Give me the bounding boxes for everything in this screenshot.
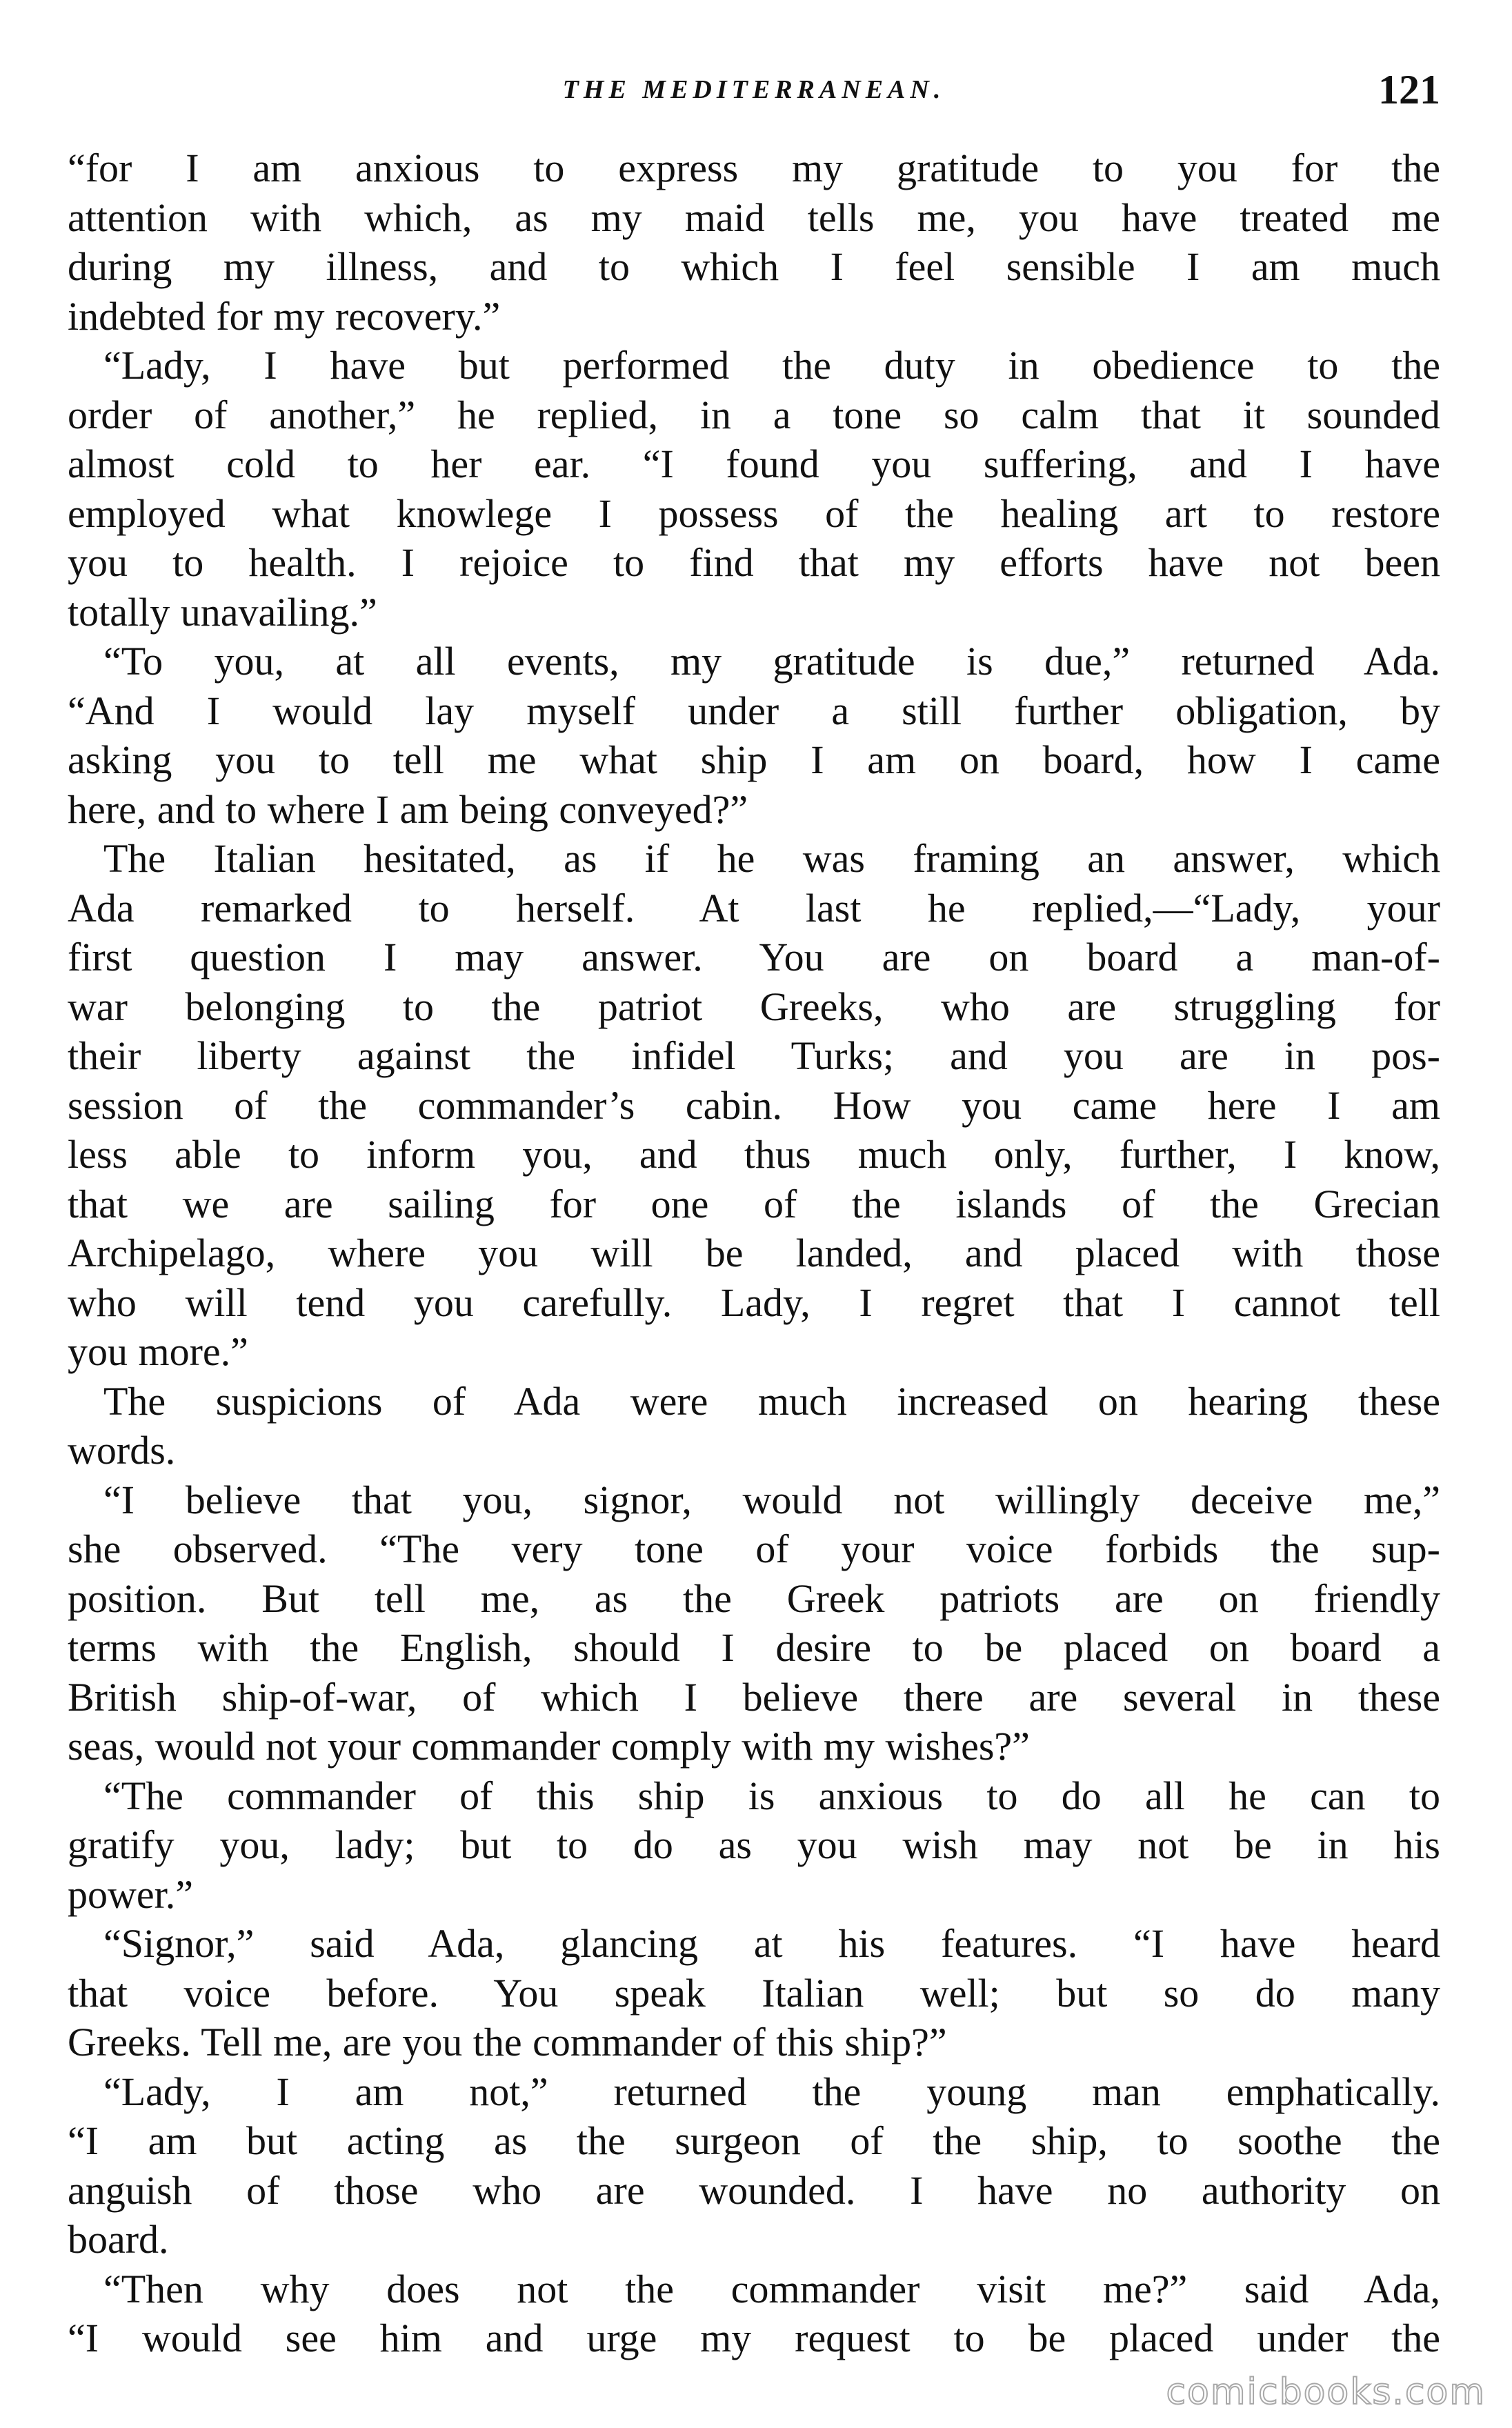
text-line: terms with the English, should I desire to be placed on board a: [68, 1625, 1440, 1670]
text-line: attention with which, as my maid tells me, you have treated me: [68, 195, 1440, 240]
text-line: almost cold to her ear. “I found you suffering, and I have: [68, 441, 1440, 486]
text-line: board.: [68, 2217, 169, 2262]
text-line: totally unavailing.”: [68, 589, 377, 635]
text-line: “Signor,” said Ada, glancing at his features. “I have heard: [103, 1921, 1440, 1966]
text-line: words.: [68, 1428, 176, 1473]
page-number: 121: [1378, 67, 1440, 112]
text-line: position. But tell me, as the Greek patriots are on friendly: [68, 1575, 1440, 1621]
text-line: she observed. “The very tone of your voice forbids the sup-: [68, 1526, 1440, 1571]
text-line: asking you to tell me what ship I am on board, how I came: [68, 737, 1440, 782]
running-title: THE MEDITERRANEAN.: [562, 75, 946, 104]
text-line: employed what knowlege I possess of the healing art to restore: [68, 490, 1440, 536]
text-line: you more.”: [68, 1329, 248, 1374]
text-line: “The commander of this ship is anxious to do all he can to: [103, 1773, 1440, 1818]
text-line: war belonging to the patriot Greeks, who are struggling for: [68, 984, 1440, 1029]
text-line: “for I am anxious to express my gratitude to you for the: [68, 146, 1440, 190]
text-line: “Lady, I am not,” returned the young man emphatically.: [103, 2069, 1440, 2114]
text-line: anguish of those who are wounded. I have no authority on: [68, 2167, 1440, 2213]
text-line: The Italian hesitated, as if he was framing an answer, which: [103, 836, 1440, 881]
text-line: you to health. I rejoice to find that my efforts have not been: [68, 540, 1440, 585]
text-line: that voice before. You speak Italian well; but so do many: [68, 1970, 1440, 2016]
text-line: “To you, at all events, my gratitude is due,” returned Ada.: [103, 639, 1440, 684]
text-line: session of the commander’s cabin. How you came here I am: [68, 1082, 1440, 1128]
text-line: The suspicions of Ada were much increased on hearing these: [103, 1378, 1440, 1424]
text-line: “Lady, I have but performed the duty in obedience to the: [103, 343, 1440, 388]
text-line: first question I may answer. You are on board a man-of-: [68, 935, 1440, 979]
text-line: “And I would lay myself under a still further obligation, by: [68, 688, 1440, 733]
text-line: their liberty against the infidel Turks; and you are in pos-: [68, 1033, 1440, 1078]
text-line: who will tend you carefully. Lady, I regret that I cannot tell: [68, 1280, 1440, 1325]
text-line: “I am but acting as the surgeon of the ship, to soothe the: [68, 2118, 1440, 2163]
body-text: [68, 143, 1440, 2363]
text-line: less able to inform you, and thus much only, further, I know,: [68, 1132, 1440, 1177]
text-line: “I would see him and urge my request to be placed under the: [68, 2316, 1440, 2360]
text-line: that we are sailing for one of the islands of the Grecian: [68, 1181, 1440, 1226]
text-line: power.”: [68, 1871, 193, 1917]
text-line: here, and to where I am being conveyed?”: [68, 786, 748, 832]
text-line: “I believe that you, signor, would not willingly deceive me,”: [103, 1477, 1440, 1522]
text-line: order of another,” he replied, in a tone so calm that it sounded: [68, 392, 1440, 437]
text-line: Ada remarked to herself. At last he replied,—“Lady, your: [68, 885, 1440, 931]
text-line: indebted for my recovery.”: [68, 293, 501, 339]
text-line: Archipelago, where you will be landed, and placed with those: [68, 1231, 1440, 1275]
text-line: “Then why does not the commander visit me?” said Ada,: [103, 2266, 1440, 2311]
text-line: gratify you, lady; but to do as you wish may not be in his: [68, 1822, 1440, 1867]
running-head: [68, 66, 1440, 128]
text-line: seas, would not your commander comply with my wishes?”: [68, 1724, 1030, 1769]
text-line: British ship-of-war, of which I believe there are several in these: [68, 1674, 1440, 1720]
watermark-logo: comicbooks.com: [1166, 2371, 1486, 2413]
text-line: during my illness, and to which I feel sensible I am much: [68, 244, 1440, 289]
text-line: Greeks. Tell me, are you the commander of this ship?”: [68, 2020, 947, 2064]
